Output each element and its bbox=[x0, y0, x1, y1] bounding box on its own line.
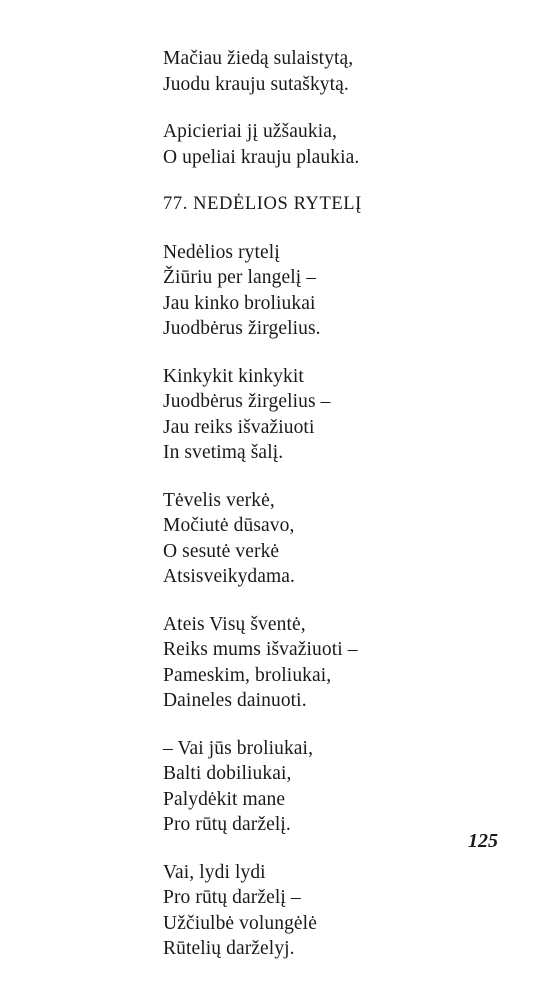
poem-stanza bbox=[163, 860, 523, 962]
poem-stanza bbox=[163, 364, 523, 466]
poem-line: Jau kinko broliukai bbox=[163, 292, 316, 314]
poem-line: Reiks mums išvažiuoti – bbox=[163, 639, 358, 660]
poem-line: Vai, lydi lydi bbox=[163, 861, 266, 883]
poem-line: O upeliai krauju plaukia. bbox=[163, 146, 360, 168]
poem-line: In svetimą šalį. bbox=[163, 442, 284, 463]
poem-line: Nedėlios rytelį bbox=[163, 241, 280, 263]
poem-line: Balti dobiliukai, bbox=[163, 763, 292, 784]
poem-line: Juodbėrus žirgelius. bbox=[163, 318, 321, 339]
poem-line: – Vai jūs broliukai, bbox=[163, 737, 314, 759]
poem-line: Rūtelių darželyj. bbox=[163, 938, 295, 959]
poem-line: Palydėkit mane bbox=[163, 788, 286, 810]
poem-heading: 77. NEDĖLIOS RYTELĮ bbox=[163, 194, 362, 214]
poem-line: Daineles dainuoti. bbox=[163, 690, 307, 711]
intro-stanza bbox=[163, 119, 523, 170]
poem-line: Juodbėrus žirgelius – bbox=[163, 391, 331, 412]
poem-line: Atsisveikydama. bbox=[163, 566, 296, 587]
page-number: 125 bbox=[468, 830, 498, 852]
poem-stanza bbox=[163, 736, 523, 838]
poem-line: Užčiulbė volungėlė bbox=[163, 912, 317, 934]
intro-stanza bbox=[163, 46, 523, 97]
poem-line: Apicieriai jį užšaukia, bbox=[163, 121, 337, 142]
poem-line: Mačiau žiedą sulaistytą, bbox=[163, 48, 354, 69]
poem-line: Kinkykit kinkykit bbox=[163, 365, 304, 387]
poem-stanza bbox=[163, 488, 523, 590]
poem-line: Jau reiks išvažiuoti bbox=[163, 416, 315, 438]
poem-line: O sesutė verkė bbox=[163, 540, 280, 562]
poem-line: Juodu krauju sutaškytą. bbox=[163, 73, 349, 95]
poem-line: Žiūriu per langelį – bbox=[163, 267, 317, 288]
poem-line: Ateis Visų šventė, bbox=[163, 613, 306, 635]
poem-stanza bbox=[163, 240, 523, 342]
poem-line: Močiutė dūsavo, bbox=[163, 515, 295, 536]
poem-line: Pro rūtų darželį. bbox=[163, 814, 291, 835]
poem-stanza bbox=[163, 612, 523, 714]
poem-line: Tėvelis verkė, bbox=[163, 489, 275, 511]
poem-line: Pameskim, broliukai, bbox=[163, 664, 332, 686]
poem-line: Pro rūtų darželį – bbox=[163, 887, 301, 908]
